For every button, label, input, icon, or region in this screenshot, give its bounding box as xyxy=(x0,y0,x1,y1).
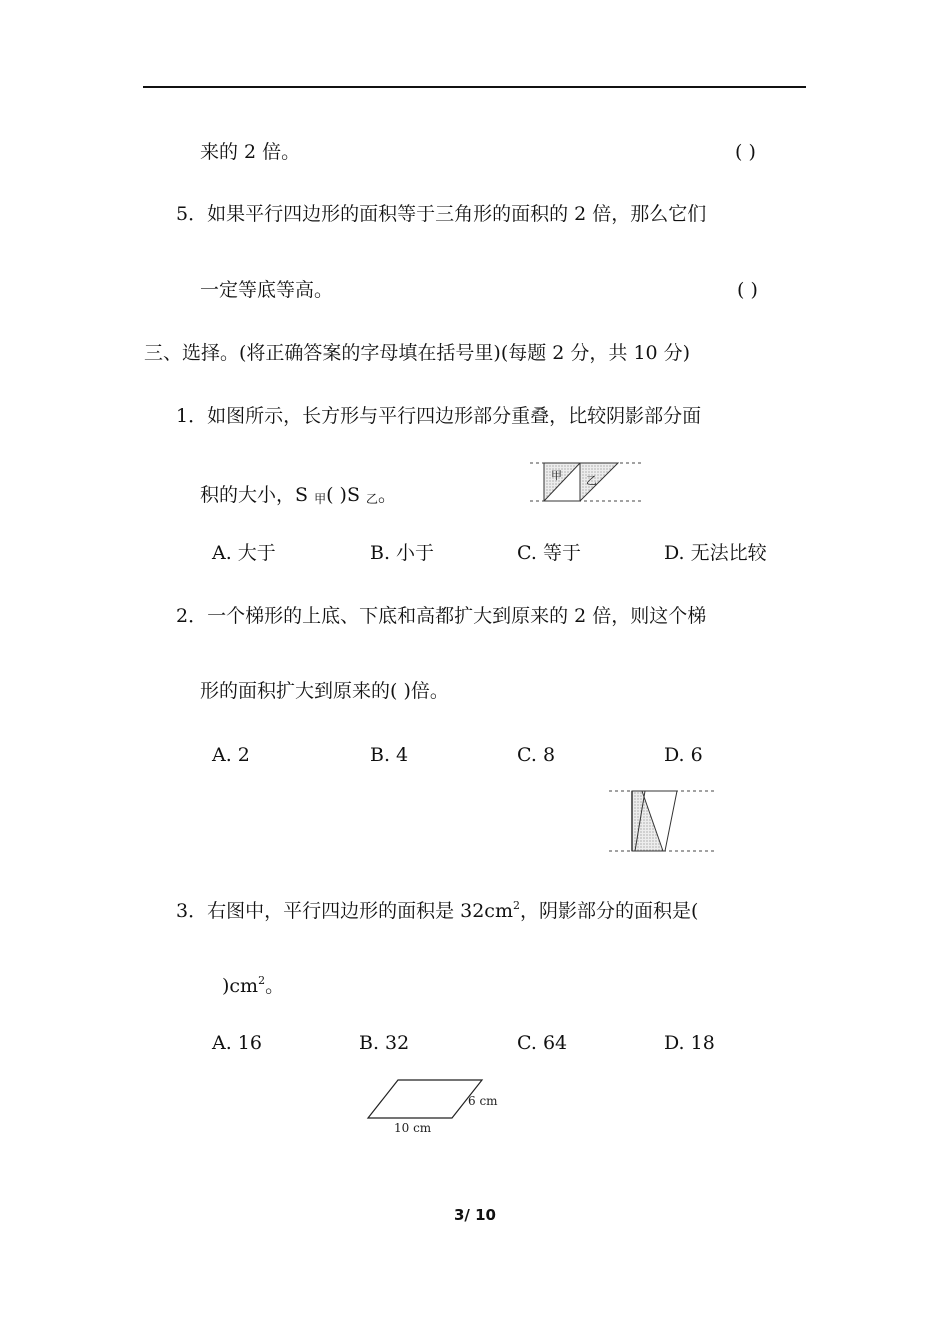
c1-line2-a: 积的大小，S xyxy=(200,484,315,506)
c3-option-c[interactable]: C. 64 xyxy=(517,1032,568,1054)
c1-line1: 1．如图所示，长方形与平行四边形部分重叠，比较阴影部分面 xyxy=(176,405,702,427)
q4-answer-paren[interactable]: ( ) xyxy=(735,141,756,163)
c1-line2-b[interactable]: ( )S xyxy=(326,484,366,506)
c1-line2 xyxy=(200,482,397,512)
base-label: 10 cm xyxy=(394,1121,432,1135)
c3-line1-a: 3．右图中，平行四边形的面积是 32cm xyxy=(176,900,513,922)
c3-line2-b: 。 xyxy=(265,975,285,997)
parallelogram-10-6-figure xyxy=(360,1074,510,1138)
c2-option-b[interactable]: B. 4 xyxy=(370,744,409,766)
c3-option-a[interactable]: A. 16 xyxy=(212,1032,262,1054)
c3-line1 xyxy=(176,893,698,924)
c1-fig-label-jia: 甲 xyxy=(551,469,562,482)
q5-answer-paren[interactable]: ( ) xyxy=(737,279,758,301)
c2-line1: 2．一个梯形的上底、下底和高都扩大到原来的 2 倍，则这个梯 xyxy=(176,605,707,627)
c1-option-b[interactable]: B. 小于 xyxy=(370,542,435,564)
c1-sub-yi: 乙 xyxy=(366,492,379,506)
c1-sub-jia: 甲 xyxy=(314,492,327,506)
c3-sup2: 2 xyxy=(258,974,266,987)
c1-fig-label-yi: 乙 xyxy=(586,474,597,487)
c1-option-a[interactable]: A. 大于 xyxy=(212,542,276,564)
side-label: 6 cm xyxy=(468,1094,498,1108)
c2-line2[interactable]: 形的面积扩大到原来的( )倍。 xyxy=(200,680,449,702)
c3-option-b[interactable]: B. 32 xyxy=(359,1032,410,1054)
c1-option-c[interactable]: C. 等于 xyxy=(517,542,581,564)
q4-tail-text: 来的 2 倍。 xyxy=(200,141,301,163)
c3-line1-b[interactable]: ，阴影部分的面积是( xyxy=(519,900,699,922)
c2-option-a[interactable]: A. 2 xyxy=(212,744,250,766)
c1-line2-c: 。 xyxy=(378,484,398,506)
c2-option-d[interactable]: D. 6 xyxy=(664,744,703,766)
c2-option-c[interactable]: C. 8 xyxy=(517,744,556,766)
c3-line2-a[interactable]: )cm xyxy=(222,975,259,997)
q5-line2: 一定等底等高。 xyxy=(200,279,334,301)
c3-option-d[interactable]: D. 18 xyxy=(664,1032,715,1054)
c3-parallelogram-figure xyxy=(607,786,719,856)
header-rule xyxy=(143,86,806,88)
q5-line1: 5．如果平行四边形的面积等于三角形的面积的 2 倍，那么它们 xyxy=(176,203,707,225)
c3-line2 xyxy=(222,968,284,999)
c1-option-d[interactable]: D. 无法比较 xyxy=(664,542,767,564)
c1-overlap-figure xyxy=(528,456,646,506)
c3-sup1: 2 xyxy=(512,899,520,912)
page-number: 3/ 10 xyxy=(453,1206,496,1224)
section3-heading: 三、选择。(将正确答案的字母填在括号里)(每题 2 分，共 10 分) xyxy=(144,342,691,364)
parallelogram-shape xyxy=(368,1080,482,1118)
